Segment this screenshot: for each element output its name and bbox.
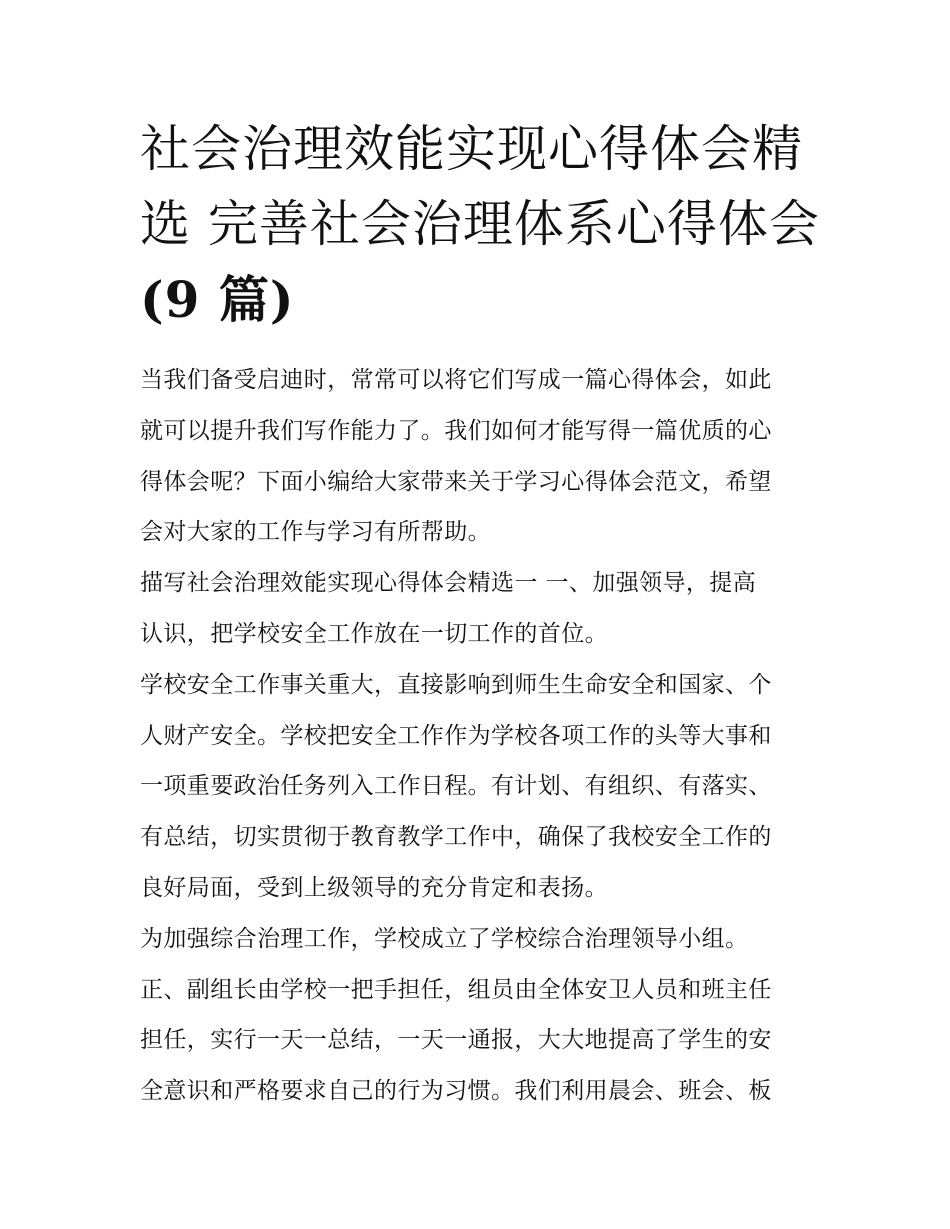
body-line: 得体会呢？下面小编给大家带来关于学习心得体会范文，希望 [140, 468, 772, 495]
title-line: (9 篇) [140, 270, 295, 329]
body-line: 认识，把学校安全工作放在一切工作的首位。 [140, 620, 608, 647]
body-line: 良好局面，受到上级领导的充分肯定和表扬。 [140, 874, 608, 901]
body-line: 人财产安全。学校把安全工作作为学校各项工作的头等大事和 [140, 722, 772, 749]
document-body [140, 355, 820, 1117]
title-line: 选 完善社会治理体系心得体会 [140, 195, 820, 253]
body-line: 就可以提升我们写作能力了。我们如何才能写得一篇优质的心 [140, 417, 772, 444]
body-line: 描写社会治理效能实现心得体会精选一 一、加强领导，提高 [140, 570, 757, 597]
body-line: 有总结，切实贯彻于教育教学工作中，确保了我校安全工作的 [140, 824, 772, 851]
body-line: 当我们备受启迪时，常常可以将它们写成一篇心得体会，如此 [140, 367, 772, 393]
body-line: 担任，实行一天一总结，一天一通报，大大地提高了学生的安 [140, 1027, 772, 1054]
body-line: 正、副组长由学校一把手担任，组员由全体安卫人员和班主任 [140, 976, 772, 1003]
document-title [140, 112, 820, 337]
body-line: 一项重要政治任务列入工作日程。有计划、有组织、有落实、 [140, 773, 772, 800]
body-line: 为加强综合治理工作，学校成立了学校综合治理领导小组。 [140, 925, 749, 952]
body-line: 全意识和严格要求自己的行为习惯。我们利用晨会、班会、板 [140, 1078, 772, 1105]
title-line: 社会治理效能实现心得体会精 [140, 120, 803, 178]
body-line: 会对大家的工作与学习有所帮助。 [140, 519, 491, 546]
body-line: 学校安全工作事关重大，直接影响到师生生命安全和国家、个 [140, 671, 772, 698]
